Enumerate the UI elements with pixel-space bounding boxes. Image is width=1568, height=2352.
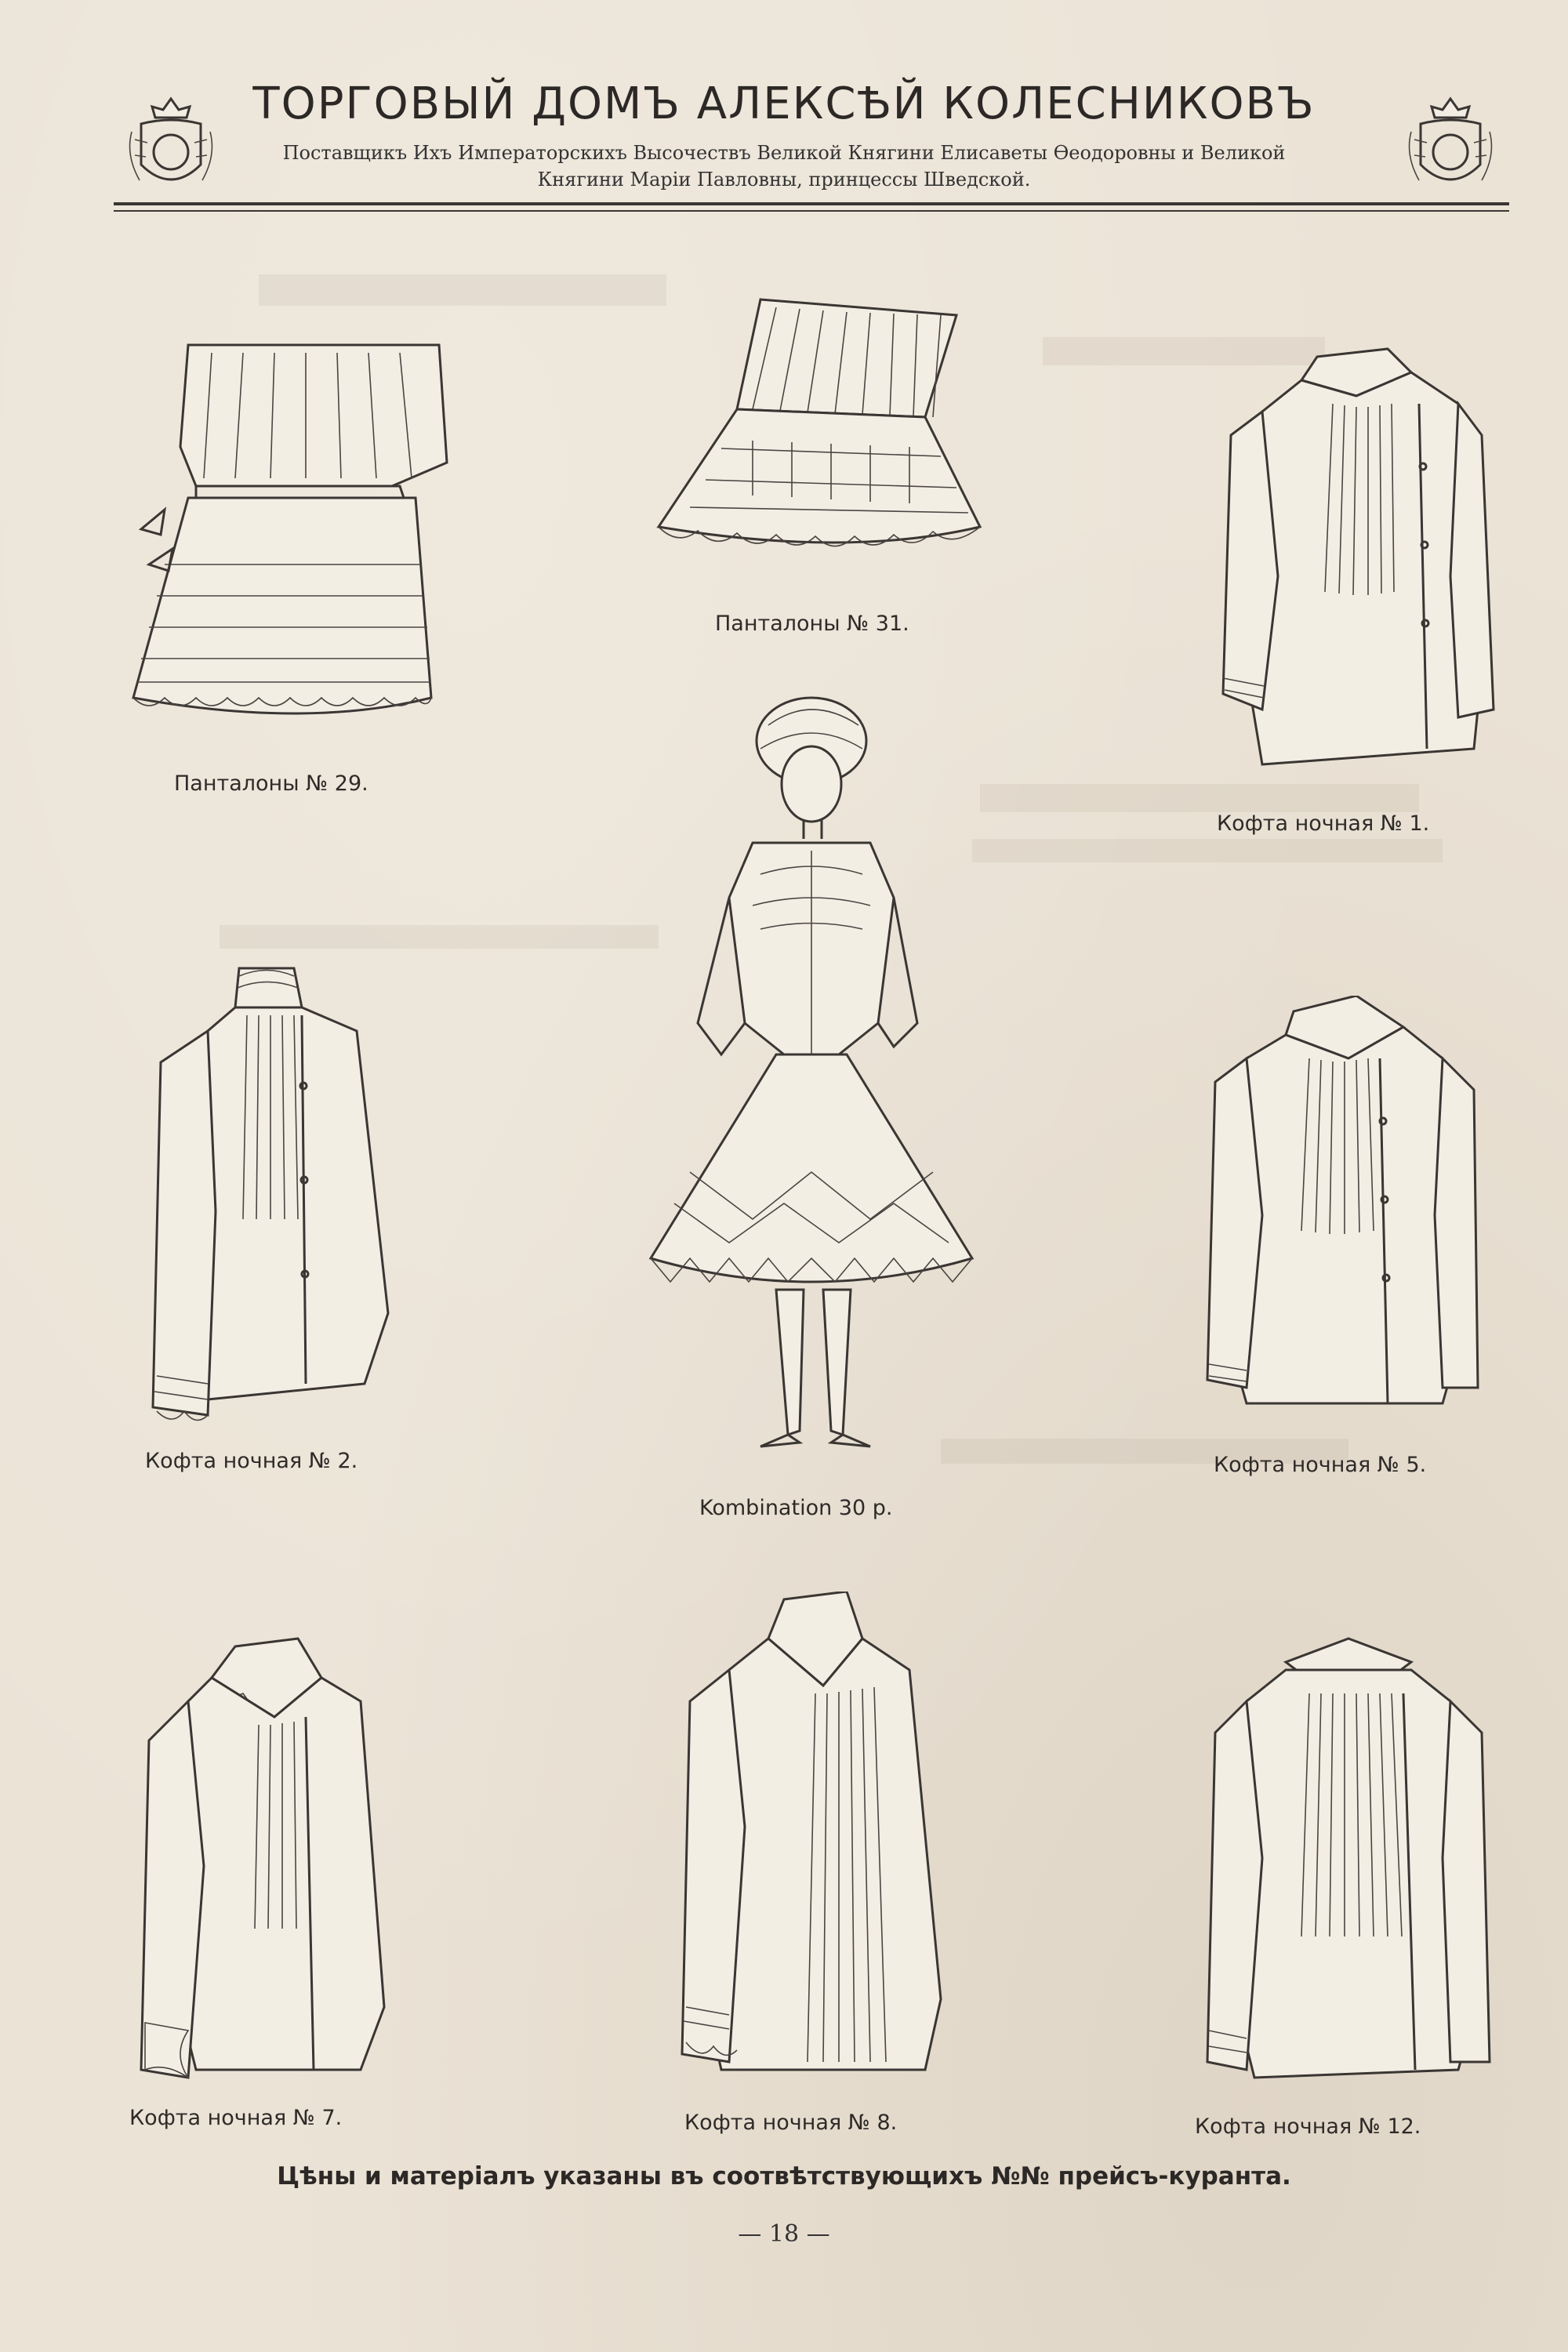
pantaloons-31-illustration — [643, 292, 1004, 574]
item-caption: Кофта ночная № 8. — [684, 2111, 898, 2135]
pantaloons-29-illustration — [118, 329, 455, 753]
page-number: — 18 — — [738, 2220, 830, 2248]
item-caption: Кофта ночная № 12. — [1195, 2114, 1421, 2139]
blouse-1-illustration — [1215, 341, 1497, 780]
item-caption: Кофта ночная № 2. — [145, 1449, 358, 1473]
blouse-5-illustration — [1200, 996, 1482, 1435]
blouse-2-illustration — [137, 960, 443, 1431]
blouse-7-illustration — [133, 1631, 423, 2101]
bleed-through-block — [980, 784, 1419, 812]
item-caption: Панталоны № 29. — [174, 771, 368, 796]
subtitle-line-2: Княгини Маріи Павловны, принцессы Шведской. — [537, 169, 1031, 191]
header-rule-thin — [114, 210, 1509, 212]
crest-left-icon — [124, 93, 218, 202]
bleed-through-block — [259, 274, 666, 306]
item-caption: Кофта ночная № 5. — [1214, 1453, 1427, 1477]
bleed-through-block — [972, 839, 1443, 862]
subtitle-line-1: Поставщикъ Ихъ Императорскихъ Высочествъ Великой Княгини Елисаветы Ѳеодоровны и Великой — [282, 142, 1286, 164]
header-rule — [114, 202, 1509, 205]
item-caption: Панталоны № 31. — [715, 612, 909, 636]
kombination-30-illustration — [643, 694, 996, 1470]
item-caption: Кофта ночная № 7. — [129, 2106, 343, 2130]
footer-note: Цѣны и матеріалъ указаны въ соотвѣтствующихъ №№ прейсъ-куранта. — [277, 2162, 1291, 2190]
item-caption: Kombination 30 p. — [699, 1496, 893, 1520]
page-title: ТОРГОВЫЙ ДОМЪ АЛЕКСѢЙ КОЛЕСНИКОВЪ — [252, 78, 1316, 129]
supplier-subtitle — [251, 140, 1317, 193]
crest-right-icon — [1403, 93, 1497, 202]
item-caption: Кофта ночная № 1. — [1217, 811, 1430, 836]
bleed-through-block — [220, 925, 659, 949]
blouse-8-illustration — [666, 1592, 972, 2093]
blouse-12-illustration — [1200, 1623, 1497, 2093]
